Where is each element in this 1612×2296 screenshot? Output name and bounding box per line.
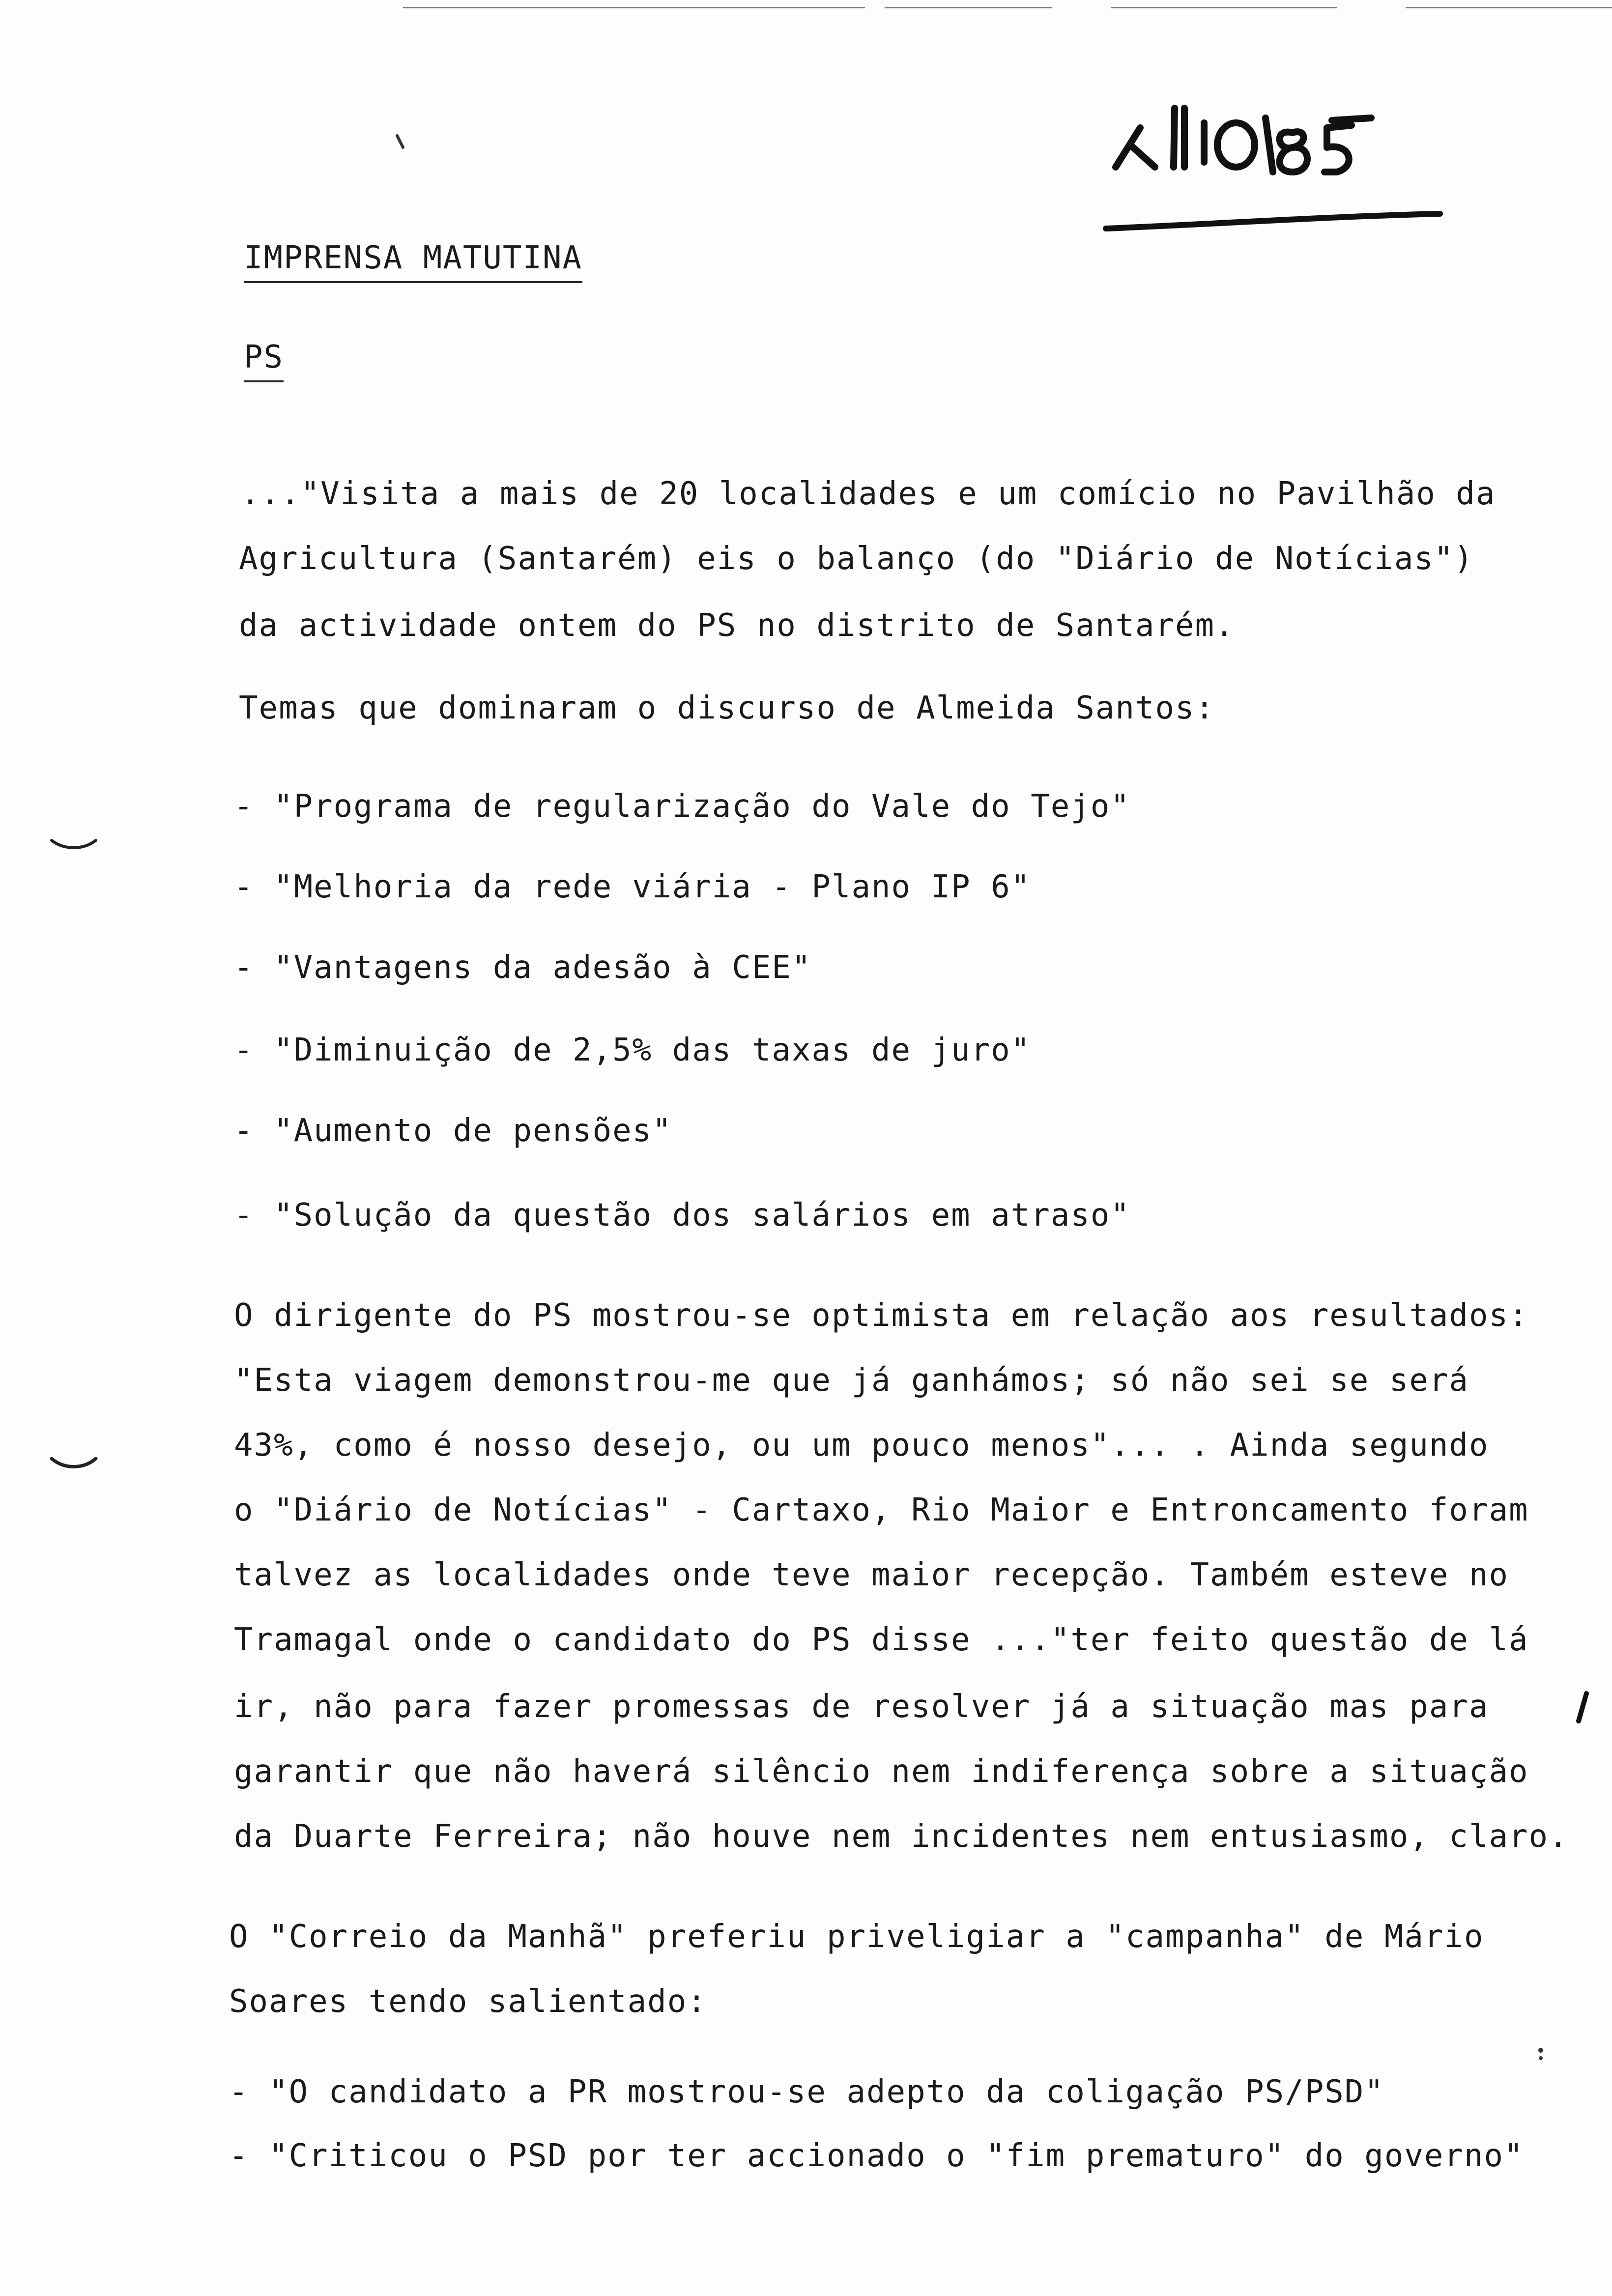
paragraph-line: O dirigente do PS mostrou-se optimista em relação aos resultados: [234, 1297, 1529, 1334]
handwritten-date [1096, 98, 1450, 256]
theme-item: - "Vantagens da adesão à CEE" [234, 949, 812, 986]
soares-point: - "O candidato a PR mostrou-se adepto da coligação PS/PSD" [229, 2074, 1384, 2110]
paragraph-line: Tramagal onde o candidato do PS disse ..."ter feito questão de lá [234, 1622, 1529, 1658]
margin-mark [1573, 1691, 1592, 1725]
margin-mark [393, 133, 408, 152]
themes-intro: Temas que dominaram o discurso de Almeida Santos: [239, 690, 1215, 726]
margin-mark [49, 835, 98, 855]
theme-item: - "Melhoria da rede viária - Plano IP 6" [234, 869, 1031, 905]
theme-item: - "Aumento de pensões" [234, 1113, 672, 1149]
document-heading: IMPRENSA MATUTINA [244, 240, 582, 283]
soares-point: - "Criticou o PSD por ter accionado o "fim prematuro" do governo" [229, 2138, 1524, 2174]
paragraph-line: "Esta viagem demonstrou-me que já ganhámos; só não sei se será [234, 1362, 1469, 1399]
paragraph-line: da actividade ontem do PS no distrito de Santarém. [239, 607, 1235, 644]
scan-edge-line [885, 7, 1052, 8]
paragraph-line: o "Diário de Notícias" - Cartaxo, Rio Maior e Entroncamento foram [234, 1492, 1529, 1528]
paragraph-line: O "Correio da Manhã" preferiu priveligiar a "campanha" de Mário [229, 1919, 1484, 1955]
scan-edge-line [1406, 7, 1612, 8]
theme-item: - "Diminuição de 2,5% das taxas de juro" [234, 1032, 1031, 1068]
paragraph-line: ..."Visita a mais de 20 localidades e um comício no Pavilhão da [241, 476, 1496, 512]
paragraph-line: talvez as localidades onde teve maior recepção. Também esteve no [234, 1557, 1509, 1593]
paragraph-line: 43%, como é nosso desejo, ou um pouco menos"... . Ainda segundo [234, 1427, 1489, 1464]
paragraph-line: da Duarte Ferreira; não houve nem incidentes nem entusiasmo, claro. [234, 1818, 1569, 1855]
theme-item: - "Solução da questão dos salários em atraso" [234, 1197, 1130, 1234]
margin-mark [49, 1455, 98, 1474]
paragraph-line: ir, não para fazer promessas de resolver já a situação mas para [234, 1689, 1489, 1725]
paragraph-line: Soares tendo salientado: [229, 1983, 707, 2020]
paragraph-line: Agricultura (Santarém) eis o balanço (do "Diário de Notícias") [239, 541, 1474, 577]
scan-edge-line [403, 7, 865, 8]
paragraph-line: garantir que não haverá silêncio nem indiferença sobre a situação [234, 1753, 1529, 1790]
section-label: PS [244, 339, 284, 382]
scan-edge-line [1111, 7, 1337, 8]
margin-mark [1533, 2044, 1548, 2064]
theme-item: - "Programa de regularização do Vale do Tejo" [234, 788, 1130, 825]
